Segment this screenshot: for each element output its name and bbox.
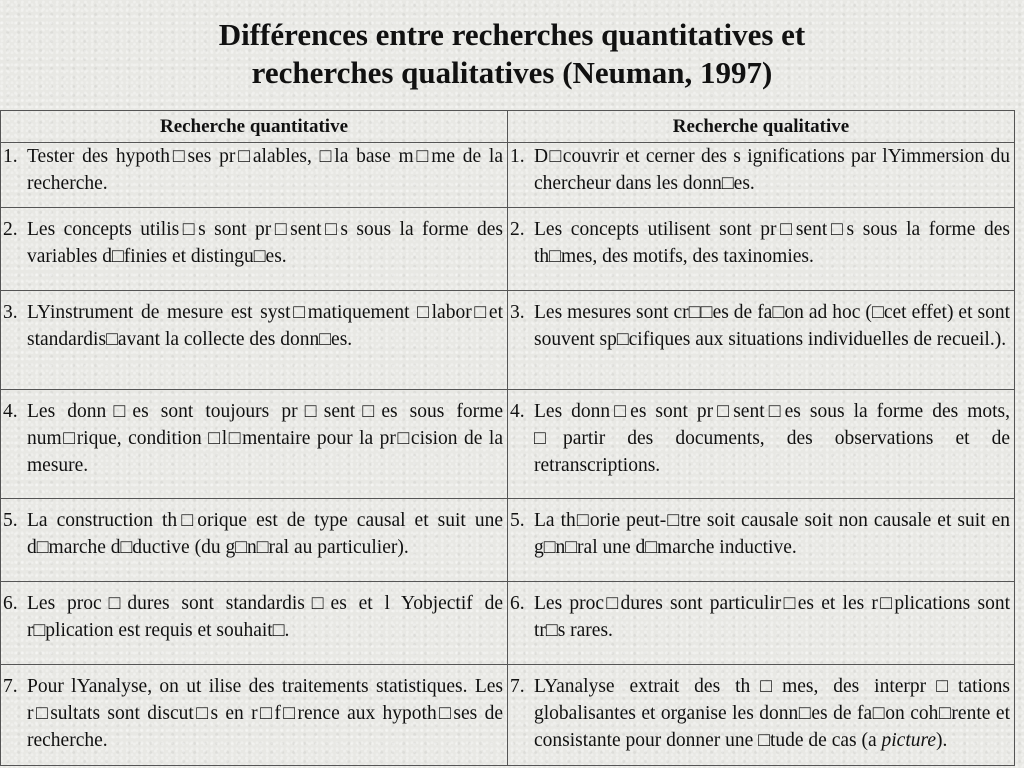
table-row <box>1 665 1015 766</box>
item-text: Les donn□es sont pr□sent□es sous la forme des mots, □partir des documents, des observations et de retranscriptions. <box>534 401 1010 476</box>
item-number: 6. <box>510 593 525 614</box>
table-row <box>1 208 1015 291</box>
table-row <box>1 291 1015 390</box>
item-number: 4. <box>510 401 525 422</box>
item-text: Pour lYanalyse, on ut ilise des traitements statistiques. Les r□sultats sont discut□s en r□f□rence aux hypoth□ses de recherche. <box>27 676 503 751</box>
item-text: Tester des hypoth□ses pr□alables, □la base m□me de la recherche. <box>27 146 503 194</box>
table-row <box>1 582 1015 665</box>
quantitative-cell <box>1 143 508 208</box>
item-text: La th□orie peut-□tre soit causale soit non causale et suit en g□n□ral une d□marche inductive. <box>534 510 1010 558</box>
item-number: 7. <box>3 676 18 697</box>
item-text-tail: ). <box>936 730 948 751</box>
item-number: 3. <box>3 302 18 323</box>
item-number: 1. <box>3 146 18 167</box>
item-text: La construction th□orique est de type causal et suit une d□marche d□ductive (du g□n□ral au particulier). <box>27 510 503 558</box>
quantitative-cell <box>1 390 508 499</box>
qualitative-cell <box>508 499 1015 582</box>
item-text: Les proc□dures sont particulir□es et les r□plications sont tr□s rares. <box>534 593 1010 641</box>
item-number: 6. <box>3 593 18 614</box>
qualitative-cell <box>508 665 1015 766</box>
title-line-2: recherches qualitatives (Neuman, 1997) <box>251 55 773 90</box>
item-number: 7. <box>510 676 525 697</box>
item-number: 2. <box>510 219 525 240</box>
table-row <box>1 499 1015 582</box>
item-text: Les concepts utilis□s sont pr□sent□s sous la forme des variables d□finies et distingu□es. <box>27 219 503 267</box>
qualitative-cell <box>508 390 1015 499</box>
item-text: LYinstrument de mesure est syst□matiquement □labor□et standardis□avant la collecte des donn□es. <box>27 302 503 350</box>
item-text: D□couvrir et cerner des s ignifications par lYimmersion du chercheur dans les donn□es. <box>534 146 1010 194</box>
quantitative-cell <box>1 499 508 582</box>
header-quantitative: Recherche quantitative <box>1 111 508 143</box>
item-text: Les mesures sont cr□□es de fa□on ad hoc (□cet effet) et sont souvent sp□cifiques aux situations individuelles de recueil.). <box>534 302 1010 350</box>
comparison-table <box>0 110 1015 766</box>
item-text: Les proc□dures sont standardis□es et l Yobjectif de r□plication est requis et souhait□. <box>27 593 503 641</box>
quantitative-cell <box>1 665 508 766</box>
qualitative-cell <box>508 208 1015 291</box>
qualitative-cell <box>508 582 1015 665</box>
page-title <box>0 16 1024 92</box>
quantitative-cell <box>1 291 508 390</box>
item-text: Les concepts utilisent sont pr□sent□s sous la forme des th□mes, des motifs, des taxinomies. <box>534 219 1010 267</box>
qualitative-cell <box>508 143 1015 208</box>
item-text-italic: picture <box>881 730 937 751</box>
table-row <box>1 390 1015 499</box>
qualitative-cell <box>508 291 1015 390</box>
item-text-main: LYanalyse extrait des th□mes, des interpr□tations globalisantes et organise les donn□es de fa□on coh□rente et consistante pour donner une □tude de cas (a <box>534 676 1010 751</box>
item-text <box>534 673 1010 754</box>
item-number: 3. <box>510 302 525 323</box>
item-number: 4. <box>3 401 18 422</box>
item-text: Les donn□es sont toujours pr□sent□es sous forme num□rique, condition □l□mentaire pour la pr□cision de la mesure. <box>27 401 503 476</box>
header-qualitative: Recherche qualitative <box>508 111 1015 143</box>
quantitative-cell <box>1 208 508 291</box>
item-number: 1. <box>510 146 525 167</box>
item-number: 5. <box>510 510 525 531</box>
table-row <box>1 143 1015 208</box>
header-row <box>1 111 1015 143</box>
item-number: 2. <box>3 219 18 240</box>
quantitative-cell <box>1 582 508 665</box>
item-number: 5. <box>3 510 18 531</box>
title-line-1: Différences entre recherches quantitatives et <box>218 17 806 52</box>
